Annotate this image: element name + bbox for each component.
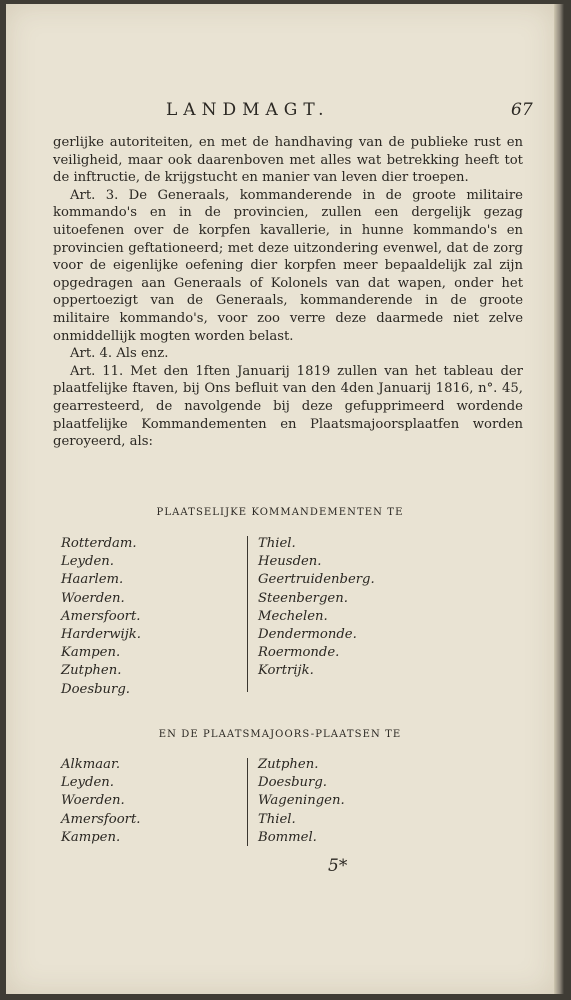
list-item: Dendermonde. — [258, 627, 357, 643]
list-item: Harderwijk. — [61, 627, 141, 643]
list-item: Kortrijk. — [258, 663, 314, 679]
column-divider — [247, 536, 248, 692]
list-item: Doesburg. — [61, 681, 130, 697]
list-item: Kampen. — [61, 645, 121, 661]
running-title: LANDMAGT. — [166, 100, 330, 120]
place-list-left — [61, 756, 140, 847]
section-heading-plaatsmajoors: EN DE PLAATSMAJOORS-PLAATSEN TE — [158, 729, 402, 740]
list-item: Thiel. — [258, 811, 296, 827]
list-item: Amersfoort. — [61, 811, 141, 827]
list-item: Bommel. — [258, 829, 317, 845]
list-item: Doesburg. — [258, 775, 327, 791]
list-item: Steenbergen. — [258, 590, 348, 606]
list-item: Mechelen. — [258, 608, 328, 624]
list-item: Leyden. — [61, 775, 114, 791]
list-item: Roermonde. — [258, 645, 340, 661]
place-list-right — [258, 535, 375, 681]
list-item: Leyden. — [61, 554, 114, 570]
paragraph: Art. 4. Als enz. — [70, 346, 169, 362]
paragraph: Art. 3. De Generaals, kommanderende in de groote militaire kommando's en in de provincien, zullen een dergelijk gezag uitoefenen over de korpfen kavallerie, in hunne kommando's en provincien geftationeerd; met deze uitzondering evenwel, dat de zorg voor de eigenlijke oefening dier korpfen meer bepaaldelijk zal zijn opgedragen aan Generaals of Kolonels van dat wapen, onder het oppertoezigt van de Generaals, kommanderende in de groote militaire kommando's, voor zoo verre deze daarmede niet zelve onmiddellijk mogten worden belast. — [53, 187, 523, 344]
list-item: Rotterdam. — [61, 536, 137, 551]
paragraph: Art. 11. Met den 1ften Januarij 1819 zullen van het tableau der plaatfelijke ftaven, bij Ons befluit van den 4den Januarij 1816, n°. 45, gearresteerd, de navolgende bij deze gefupprimeerd wordende plaatfelijke Kommandementen en Plaatsmajoorsplaatfen worden geroyeerd, als: — [53, 363, 523, 450]
list-item: Woerden. — [61, 793, 125, 809]
list-item: Zutphen. — [61, 663, 122, 679]
list-item: Zutphen. — [258, 757, 319, 772]
column-divider — [247, 758, 248, 846]
list-item: Wageningen. — [258, 793, 345, 809]
place-list-left — [61, 535, 141, 699]
page-header — [6, 100, 554, 124]
list-item: Heusden. — [258, 554, 322, 570]
list-item: Woerden. — [61, 590, 125, 606]
place-list-right — [258, 756, 345, 847]
list-item: Haarlem. — [61, 572, 124, 588]
book-page — [6, 4, 554, 994]
signature-mark: 5* — [328, 856, 348, 876]
paragraph: gerlijke autoriteiten, en met de handhaving van de publieke rust en veiligheid, maar ook daarenboven met alles wat betrekking heeft tot de inftructie, de krijgstucht en manier van leven dier troepen. — [53, 135, 523, 186]
list-item: Kampen. — [61, 829, 121, 845]
list-item: Amersfoort. — [61, 608, 141, 624]
body-text — [53, 134, 523, 451]
page-edge — [554, 4, 564, 994]
page-number: 67 — [511, 100, 533, 120]
list-item: Geertruidenberg. — [258, 572, 375, 588]
section-heading-kommandementen: PLAATSELIJKE KOMMANDEMENTEN TE — [156, 507, 404, 518]
list-item: Alkmaar. — [61, 757, 121, 772]
list-item: Thiel. — [258, 536, 296, 551]
